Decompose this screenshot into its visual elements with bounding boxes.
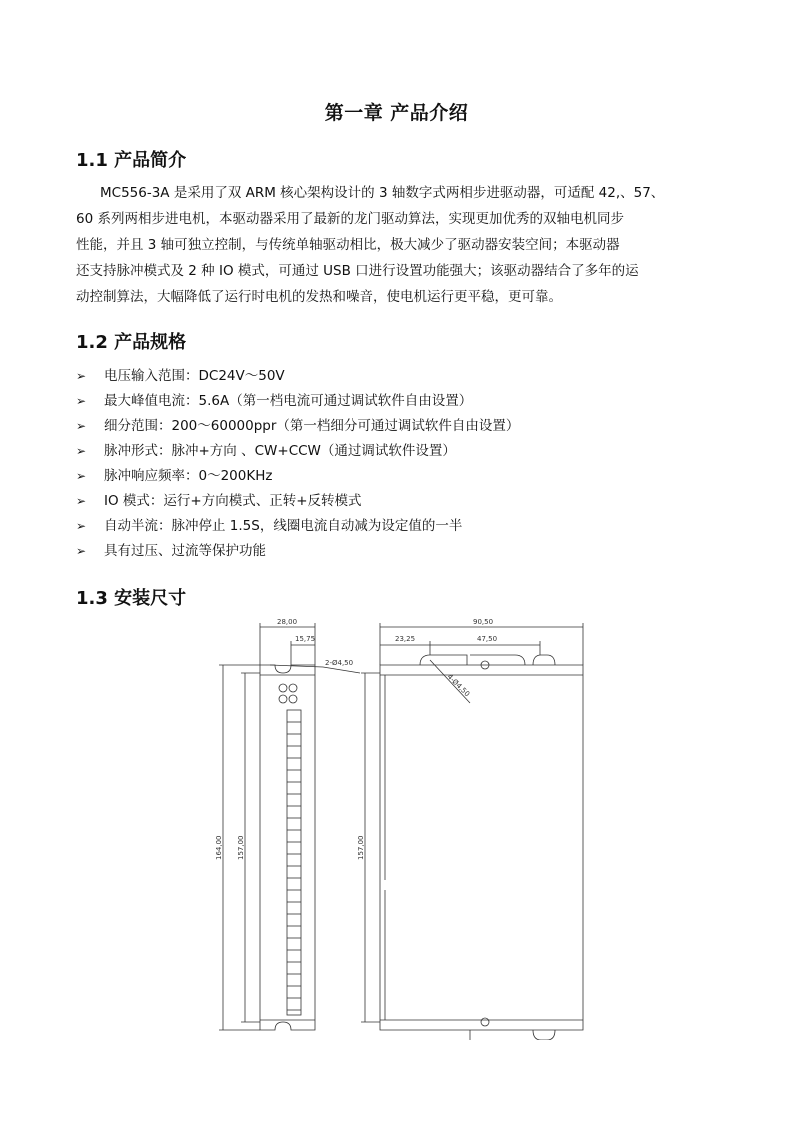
spec-text: 脉冲形式：脉冲+方向 、CW+CCW（通过调试软件设置）	[104, 443, 456, 459]
arrow-bullet-icon: ➢	[76, 394, 87, 408]
dim-front-width: 28,00	[277, 618, 298, 626]
dim-side-holes: 4-Ø4,50	[445, 672, 472, 699]
intro-line: MC556-3A 是采用了双 ARM 核心架构设计的 3 轴数字式两相步进驱动器，可适配 42,、57、	[100, 185, 665, 201]
front-view	[219, 623, 360, 1030]
dim-front-hole-offset: 15,75	[295, 635, 316, 643]
dim-side-offset-left: 23,25	[395, 635, 416, 643]
spec-item	[76, 464, 519, 489]
arrow-bullet-icon: ➢	[76, 469, 87, 483]
dim-side-offset-right: 47,50	[477, 635, 498, 643]
spec-item	[76, 489, 519, 514]
spec-item	[76, 514, 519, 539]
arrow-bullet-icon: ➢	[76, 369, 87, 383]
spec-text: 细分范围：200～60000ppr（第一档细分可通过调试软件自由设置）	[104, 418, 520, 434]
spec-text: 脉冲响应频率：0～200KHz	[104, 468, 273, 484]
dim-side-height: 157,00	[357, 835, 365, 860]
spec-text: IO 模式：运行+方向模式、正转+反转模式	[104, 493, 362, 509]
intro-paragraph	[76, 180, 716, 310]
spec-item	[76, 364, 519, 389]
spec-text: 具有过压、过流等保护功能	[104, 543, 266, 559]
spec-item	[76, 539, 519, 564]
spec-text: 最大峰值电流：5.6A（第一档电流可通过调试软件自由设置）	[104, 393, 473, 409]
arrow-bullet-icon: ➢	[76, 519, 87, 533]
dim-side-width: 90,50	[473, 618, 494, 626]
dim-front-height-inner: 157,00	[237, 835, 245, 860]
section-heading-specs: 1.2 产品规格	[76, 332, 187, 353]
spec-list	[76, 364, 519, 564]
chapter-title: 第一章 产品介绍	[324, 102, 469, 124]
section-heading-install: 1.3 安装尺寸	[76, 588, 187, 609]
dim-front-height-total: 164,00	[215, 835, 223, 860]
intro-line: 动控制算法，大幅降低了运行时电机的发热和噪音，使电机运行更平稳，更可靠。	[76, 289, 562, 305]
intro-line: 还支持脉冲模式及 2 种 IO 模式，可通过 USB 口进行设置功能强大；该驱动器结合了多年的运	[76, 263, 639, 279]
mounting-dimension-drawing	[215, 615, 595, 1044]
arrow-bullet-icon: ➢	[76, 544, 87, 558]
intro-line: 性能，并且 3 轴可独立控制，与传统单轴驱动相比，极大减少了驱动器安装空间；本驱动器	[76, 237, 620, 253]
intro-line: 60 系列两相步进电机，本驱动器采用了最新的龙门驱动算法，实现更加优秀的双轴电机同步	[76, 211, 624, 227]
arrow-bullet-icon: ➢	[76, 494, 87, 508]
spec-item	[76, 414, 519, 439]
arrow-bullet-icon: ➢	[76, 444, 87, 458]
spec-text: 自动半流：脉冲停止 1.5S，线圈电流自动减为设定值的一半	[104, 518, 463, 534]
spec-item	[76, 439, 519, 464]
side-view	[361, 623, 583, 1040]
section-heading-intro: 1.1 产品简介	[76, 150, 187, 171]
spec-text: 电压输入范围：DC24V～50V	[104, 368, 285, 384]
dim-front-holes: 2-Ø4,50	[325, 659, 354, 667]
spec-item	[76, 389, 519, 414]
arrow-bullet-icon: ➢	[76, 419, 87, 433]
